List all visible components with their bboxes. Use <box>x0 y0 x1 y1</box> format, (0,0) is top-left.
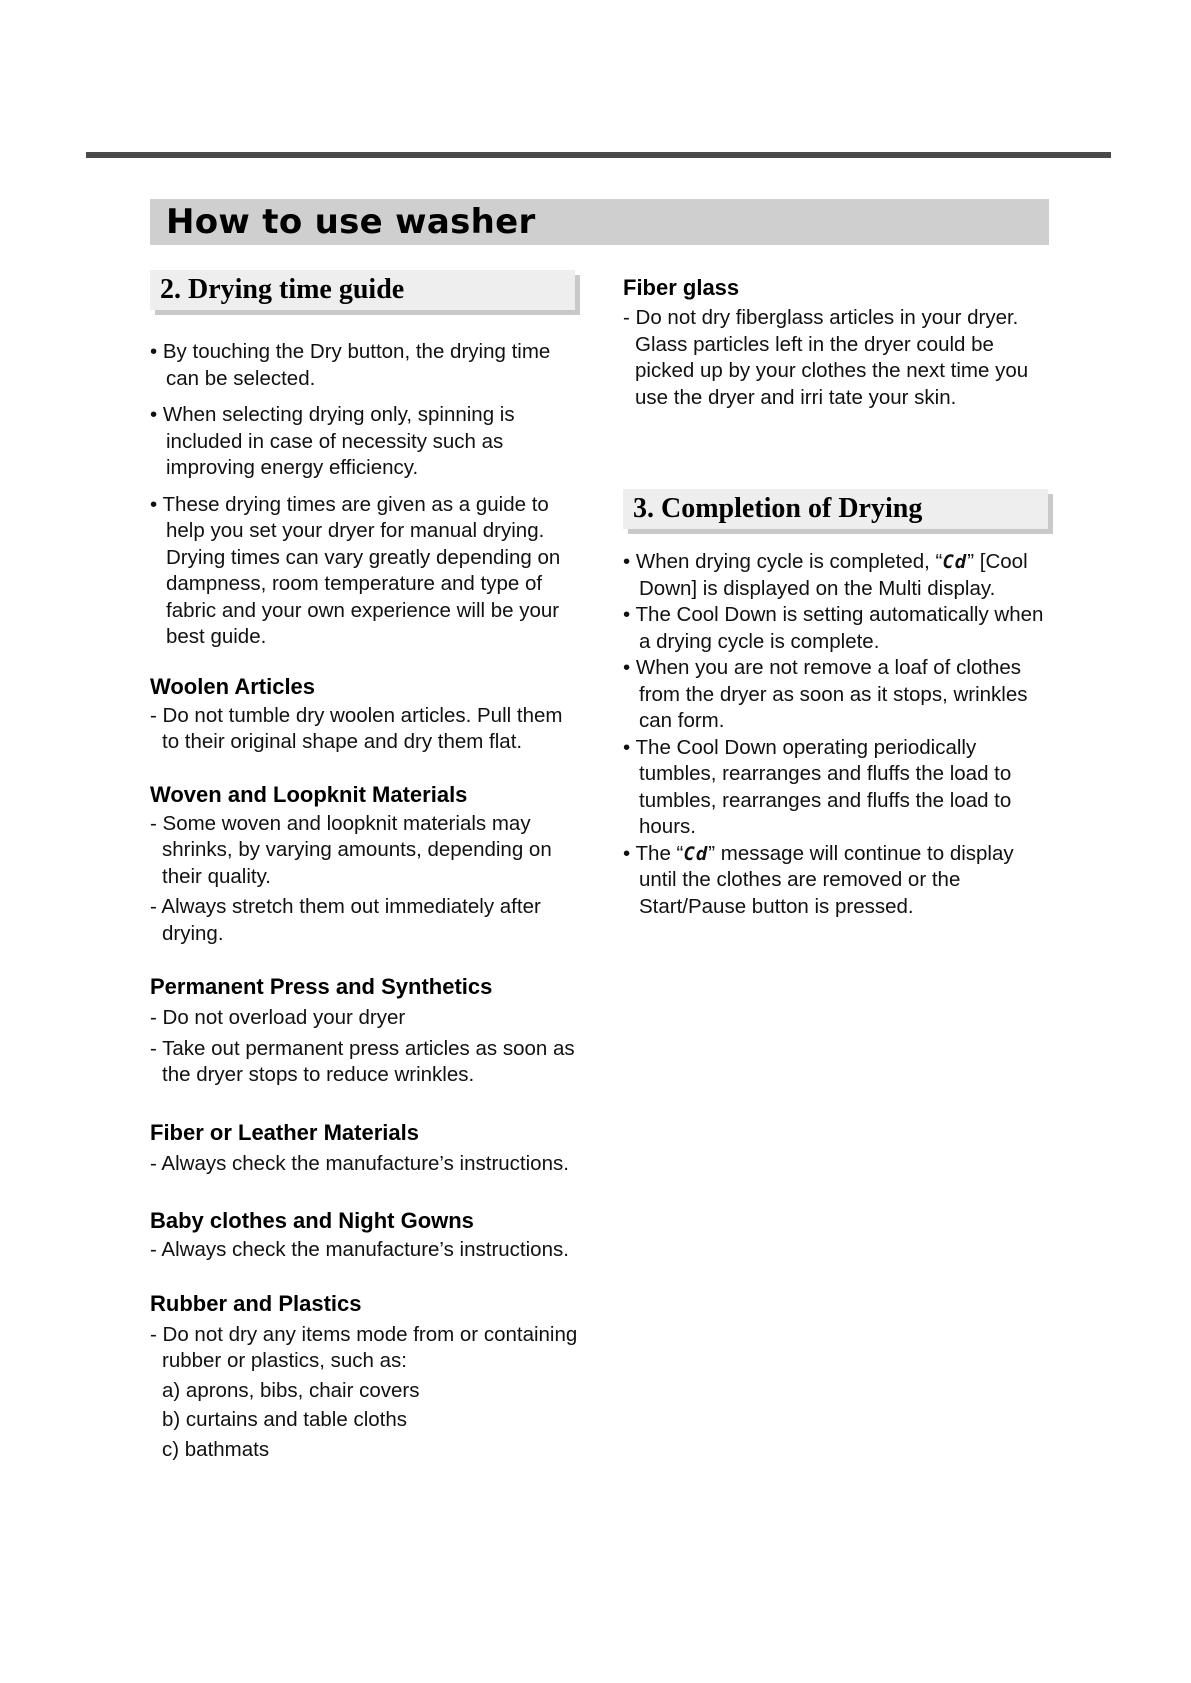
woven-loopknit-heading: Woven and Loopknit Materials <box>150 781 468 807</box>
list-item: • When you are not remove a loaf of clothes from the dryer as soon as it stops, wrinkles can form. <box>623 655 1053 735</box>
list-item: • These drying times are given as a guide to help you set your dryer for manual drying. Drying times can vary greatly depending on dampness, room temperature and type of fabric and your own experience will be your best guide. <box>150 492 580 651</box>
list-item: - Do not overload your dryer <box>150 1005 580 1032</box>
section-title: 2. Drying time guide <box>160 274 405 305</box>
rubber-plastics-heading: Rubber and Plastics <box>150 1290 362 1316</box>
bullet-text: The “ <box>635 841 684 865</box>
bullet-text: ” message will continue to display until the clothes are removed or the Start/Pause button is pressed. <box>639 841 1014 918</box>
page-title: How to use washer <box>166 202 536 242</box>
top-divider <box>86 152 1111 158</box>
permanent-press-heading: Permanent Press and Synthetics <box>150 974 493 999</box>
list-item: • The Cool Down is setting automatically when a drying cycle is complete. <box>623 602 1053 655</box>
fiber-glass-heading: Fiber glass <box>623 275 740 300</box>
drying-time-guide-header <box>150 270 575 310</box>
list-item: • The Cool Down operating periodically tumbles, rearranges and fluffs the load to tumbles, rearranges and fluffs the load to hours. <box>623 735 1053 841</box>
list-item: c) bathmats <box>162 1437 270 1461</box>
section-title: 3. Completion of Drying <box>633 493 923 524</box>
list-item: • When selecting drying only, spinning is included in case of necessity such as improving energy efficiency. <box>150 402 580 482</box>
list-item <box>623 841 1053 921</box>
list-item: - Do not dry any items mode from or containing rubber or plastics, such as: <box>150 1322 580 1375</box>
drying-guide-bullets <box>150 339 580 651</box>
bullet-text: When drying cycle is completed, “ <box>635 550 943 573</box>
page-title-banner <box>150 199 1049 245</box>
list-item: - Always check the manufacture’s instructions. <box>150 1237 580 1264</box>
woolen-articles-heading: Woolen Articles <box>150 673 316 699</box>
completion-bullets <box>623 549 1053 920</box>
cd-display-icon: Cd <box>942 551 968 573</box>
completion-of-drying-header <box>623 489 1048 529</box>
baby-clothes-heading: Baby clothes and Night Gowns <box>150 1208 474 1233</box>
list-item <box>623 549 1053 602</box>
cd-display-icon: Cd <box>683 842 709 865</box>
list-item: - Do not tumble dry woolen articles. Pull them to their original shape and dry them flat. <box>150 703 580 756</box>
list-item: • By touching the Dry button, the drying time can be selected. <box>150 339 580 392</box>
list-item: - Take out permanent press articles as soon as the dryer stops to reduce wrinkles. <box>150 1036 580 1089</box>
left-column <box>150 270 580 1463</box>
list-item: - Some woven and loopknit materials may shrinks, by varying amounts, depending on their quality. <box>150 811 580 891</box>
bullet-text: ” [Cool Down] is displayed on the Multi display. <box>639 550 1028 600</box>
list-item: b) curtains and table cloths <box>162 1408 407 1431</box>
list-item: - Always check the manufacture’s instructions. <box>150 1151 580 1178</box>
right-column <box>623 270 1053 920</box>
list-item: a) aprons, bibs, chair covers <box>162 1378 420 1402</box>
fiber-leather-heading: Fiber or Leather Materials <box>150 1119 419 1145</box>
list-item: - Do not dry fiberglass articles in your dryer. Glass particles left in the dryer could be picked up by your clothes the next time you use the dryer and irri tate your skin. <box>623 305 1053 411</box>
list-item: - Always stretch them out immediately after drying. <box>150 894 580 947</box>
